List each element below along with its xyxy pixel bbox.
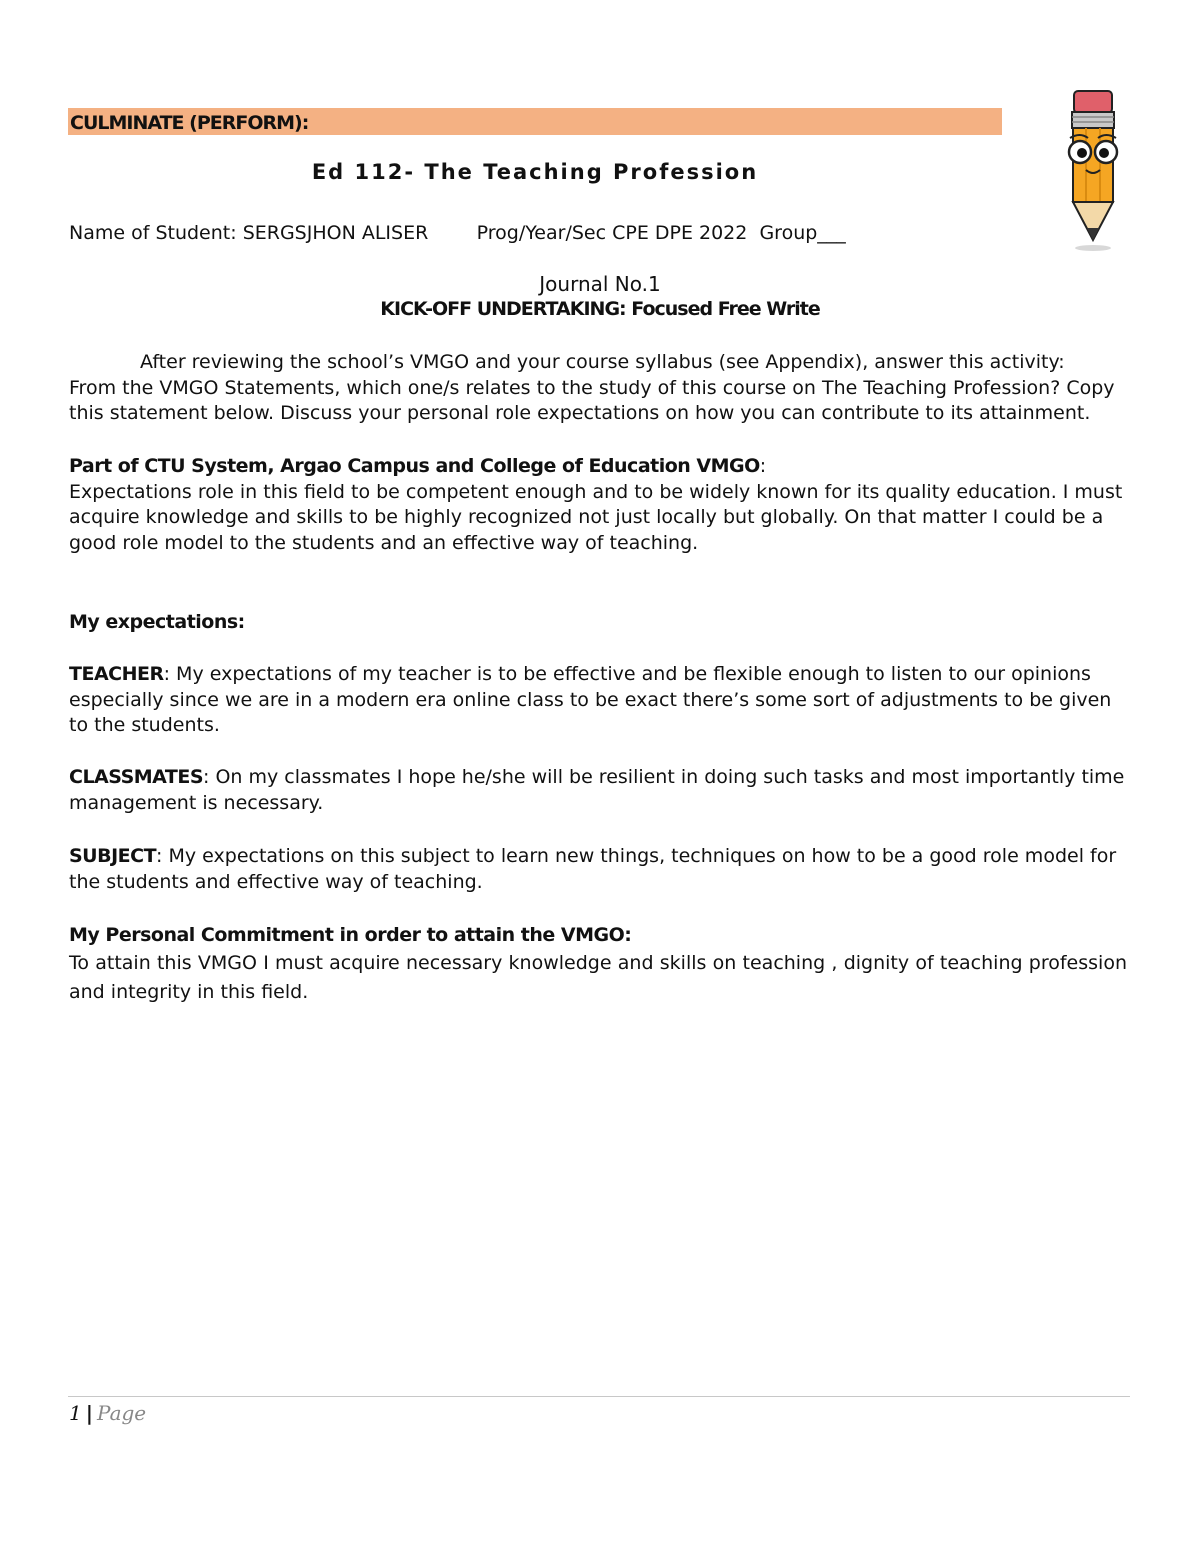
footer-separator: | — [85, 1401, 94, 1425]
prog-label: Prog/Year/Sec — [476, 222, 613, 244]
prog-value: CPE DPE 2022 — [612, 222, 748, 244]
classmates-text: : On my classmates I hope he/she will be resilient in doing such tasks and most importantly time management is necessary. — [69, 766, 1125, 814]
classmates-label: CLASSMATES — [69, 766, 204, 788]
footer-divider — [68, 1396, 1130, 1397]
student-info-line — [69, 222, 846, 244]
page-footer — [69, 1401, 146, 1425]
instructions — [69, 350, 1127, 427]
commitment-body: To attain this VMGO I must acquire necessary knowledge and skills on teaching , dignity of teaching profession and integrity in this field. — [69, 951, 1127, 1003]
activity-title: KICK-OFF UNDERTAKING: Focused Free Write — [380, 298, 820, 320]
instructions-line-2: From the VMGO Statements, which one/s relates to the study of this course on The Teaching Profession? Copy this statement below. Discuss your personal role expectations on how you can contribute to its attainment. — [69, 376, 1115, 424]
banner-label: CULMINATE (PERFORM): — [70, 112, 309, 134]
student-name-label: Name of Student: — [69, 222, 243, 244]
expectations-heading: My expectations: — [69, 611, 245, 633]
subject-text: : My expectations on this subject to learn new things, techniques on how to be a good role model for the students and effective way of teaching. — [69, 845, 1117, 893]
vmgo-heading: Part of CTU System, Argao Campus and College of Education VMGO: — [69, 455, 767, 477]
group-label: Group___ — [759, 222, 846, 244]
vmgo-section — [69, 454, 1127, 556]
commitment-heading: My Personal Commitment in order to attain the VMGO: — [69, 924, 632, 946]
commitment-section — [69, 923, 1127, 1007]
student-name-value: SERGSJHON ALISER — [242, 222, 429, 244]
journal-number: Journal No.1 — [539, 272, 661, 296]
section-banner — [68, 108, 1002, 135]
classmates-expectation — [69, 765, 1127, 816]
course-title: Ed 112- The Teaching Profession — [311, 160, 759, 184]
vmgo-body: Expectations role in this field to be competent enough and to be widely known for its quality education. I must acquire knowledge and skills to be highly recognized not just locally but globally. On that matter I could be a good role model to the students and an effective way of teaching. — [69, 480, 1123, 554]
subject-label: SUBJECT — [69, 845, 157, 867]
page-label: Page — [97, 1401, 147, 1425]
teacher-label: TEACHER — [69, 663, 164, 685]
teacher-text: : My expectations of my teacher is to be effective and be flexible enough to listen to our opinions especially since we are in a modern era online class to be exact there’s some sort of adjustments to be given to the students. — [69, 663, 1112, 736]
page-number: 1 — [69, 1401, 82, 1425]
subject-expectation — [69, 844, 1127, 895]
instructions-line-1: After reviewing the school’s VMGO and your course syllabus (see Appendix), answer this activity: — [140, 351, 1065, 373]
teacher-expectation — [69, 662, 1127, 739]
